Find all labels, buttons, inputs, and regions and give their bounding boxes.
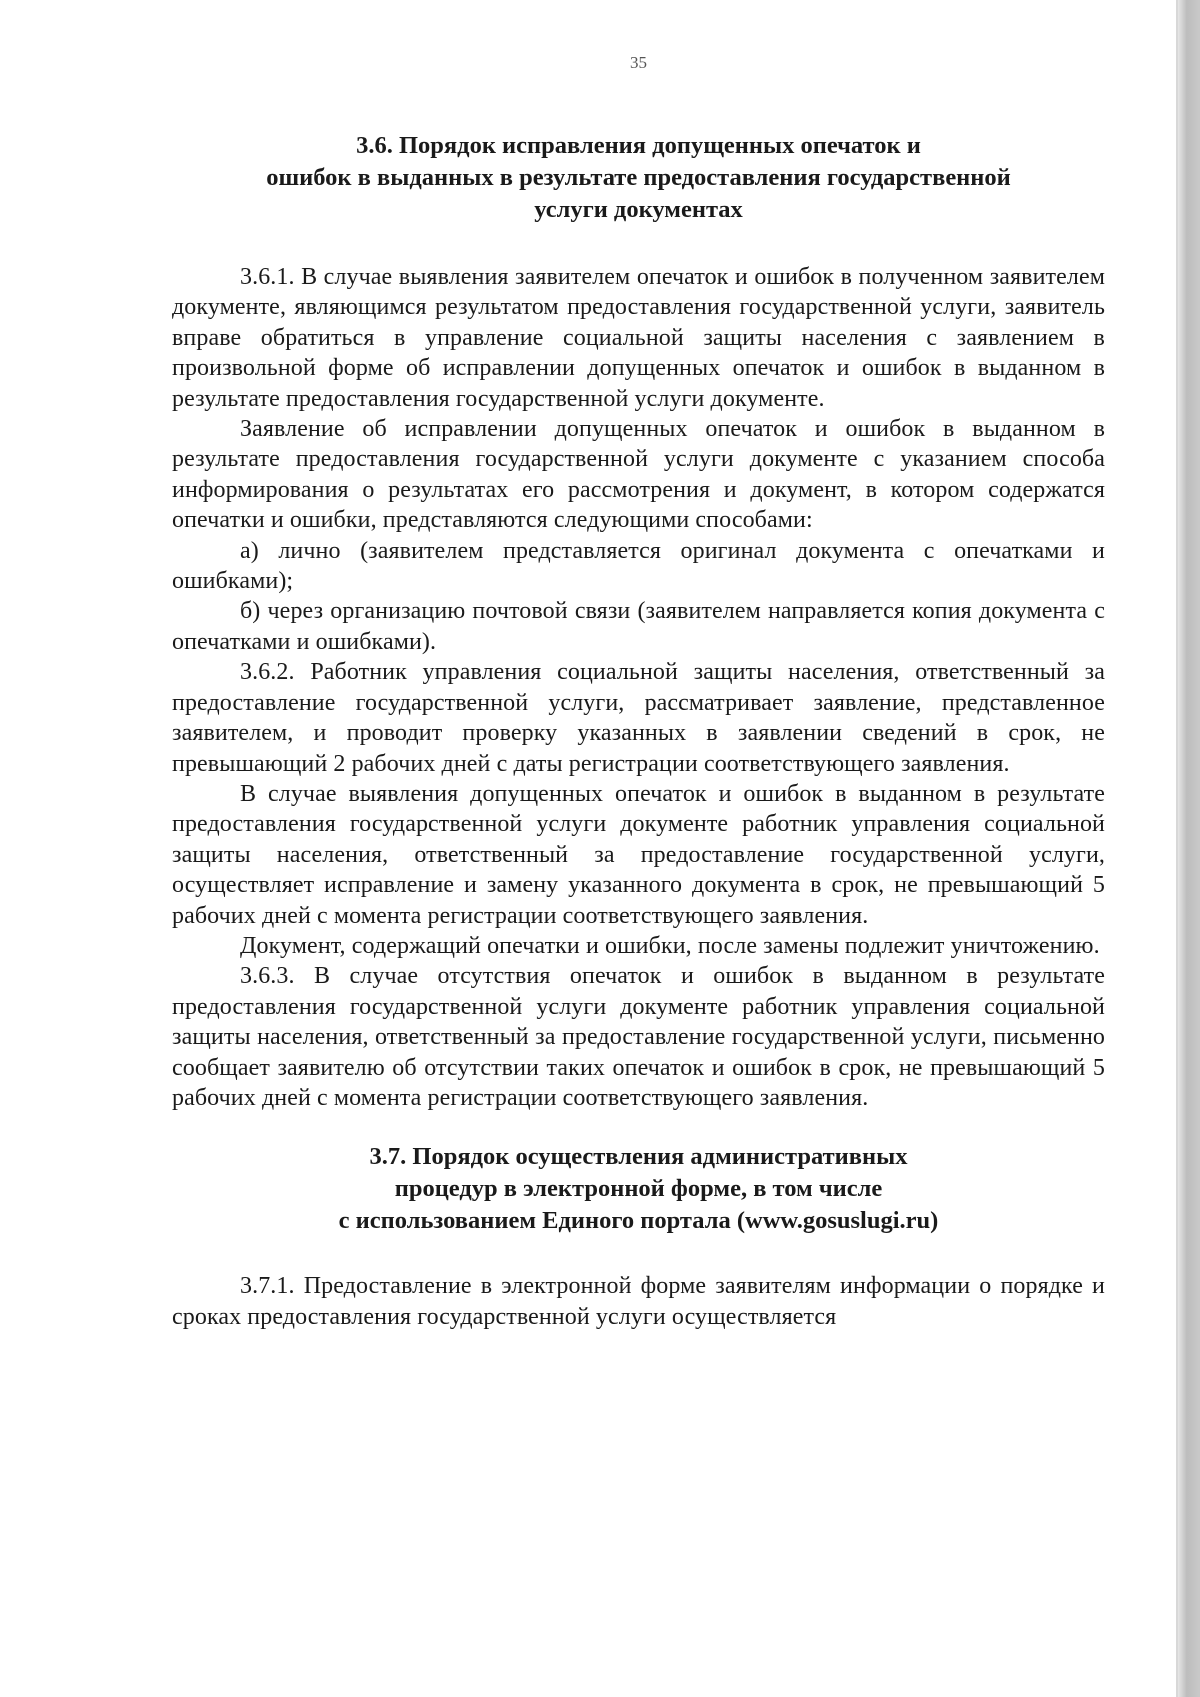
document-page [172,40,1105,1332]
paragraph-correction: В случае выявления допущенных опечаток и ошибок в выданном в результате предоставления государственной услуги документе работник управления социальной защиты населения, ответственный за предоставление государственной услуги, осуществляет исправление и замену указанного документа в срок, не превышающий 5 рабочих дней с момента регистрации соответствующего заявления. [172,780,1105,929]
section-body-3-7 [172,1271,1105,1332]
paragraph-option-b: б) через организацию почтовой связи (заявителем направляется копия документа с опечатками и ошибками). [172,598,1105,655]
section-title-3-6 [172,130,1105,226]
section-title-line: 3.6. Порядок исправления допущенных опечаток и [356,132,921,159]
paragraph-3-6-1: 3.6.1. В случае выявления заявителем опечаток и ошибок в полученном заявителем документе, являющимся результатом предоставления государственной услуги, заявитель вправе обратиться в управление социальной защиты населения с заявлением в произвольной форме об исправлении допущенных опечаток и ошибок в выданном в результате предоставления государственной услуги документе. [172,264,1105,412]
section-body-3-6 [172,262,1105,1113]
paragraph-option-a: а) лично (заявителем представляется оригинал документа с опечатками и ошибками); [172,537,1105,595]
section-title-line: услуги документах [534,196,743,223]
section-title-line: с использованием Единого портала (www.gosuslugi.ru) [338,1207,939,1235]
paragraph-3-6-3: 3.6.3. В случае отсутствия опечаток и ошибок в выданном в результате предоставления государственной услуги документе работник управления социальной защиты населения, ответственный за предоставление государственной услуги, письменно сообщает заявителю об отсутствии таких опечаток и ошибок в срок, не превышающий 5 рабочих дней с момента регистрации соответствующего заявления. [172,963,1105,1111]
page-number: 35 [630,53,647,72]
section-title-3-7 [172,1141,1105,1237]
paragraph-application: Заявление об исправлении допущенных опечаток и ошибок в выданном в результате предоставления государственной услуги документе с указанием способа информирования о результатах его рассмотрения и документ, в котором содержатся опечатки и ошибки, представляются следующими способами: [172,416,1105,534]
scan-edge-shadow [1178,0,1200,1697]
paragraph-destruction: Документ, содержащий опечатки и ошибки, после замены подлежит уничтожению. [240,932,1100,959]
section-title-line: 3.7. Порядок осуществления административных [369,1143,908,1171]
paragraph-3-6-2: 3.6.2. Работник управления социальной защиты населения, ответственный за предоставление государственной услуги, рассматривает заявление, представленное заявителем, и проводит проверку указанных в заявлении сведений в срок, не превышающий 2 рабочих дней с даты регистрации соответствующего заявления. [172,659,1105,777]
section-title-line: ошибок в выданных в результате предоставления государственной [266,164,1011,191]
paragraph-3-7-1: 3.7.1. Предоставление в электронной форме заявителям информации о порядке и сроках предоставления государственной услуги осуществляется [172,1273,1105,1330]
section-title-line: процедур в электронной форме, в том числе [394,1175,883,1203]
